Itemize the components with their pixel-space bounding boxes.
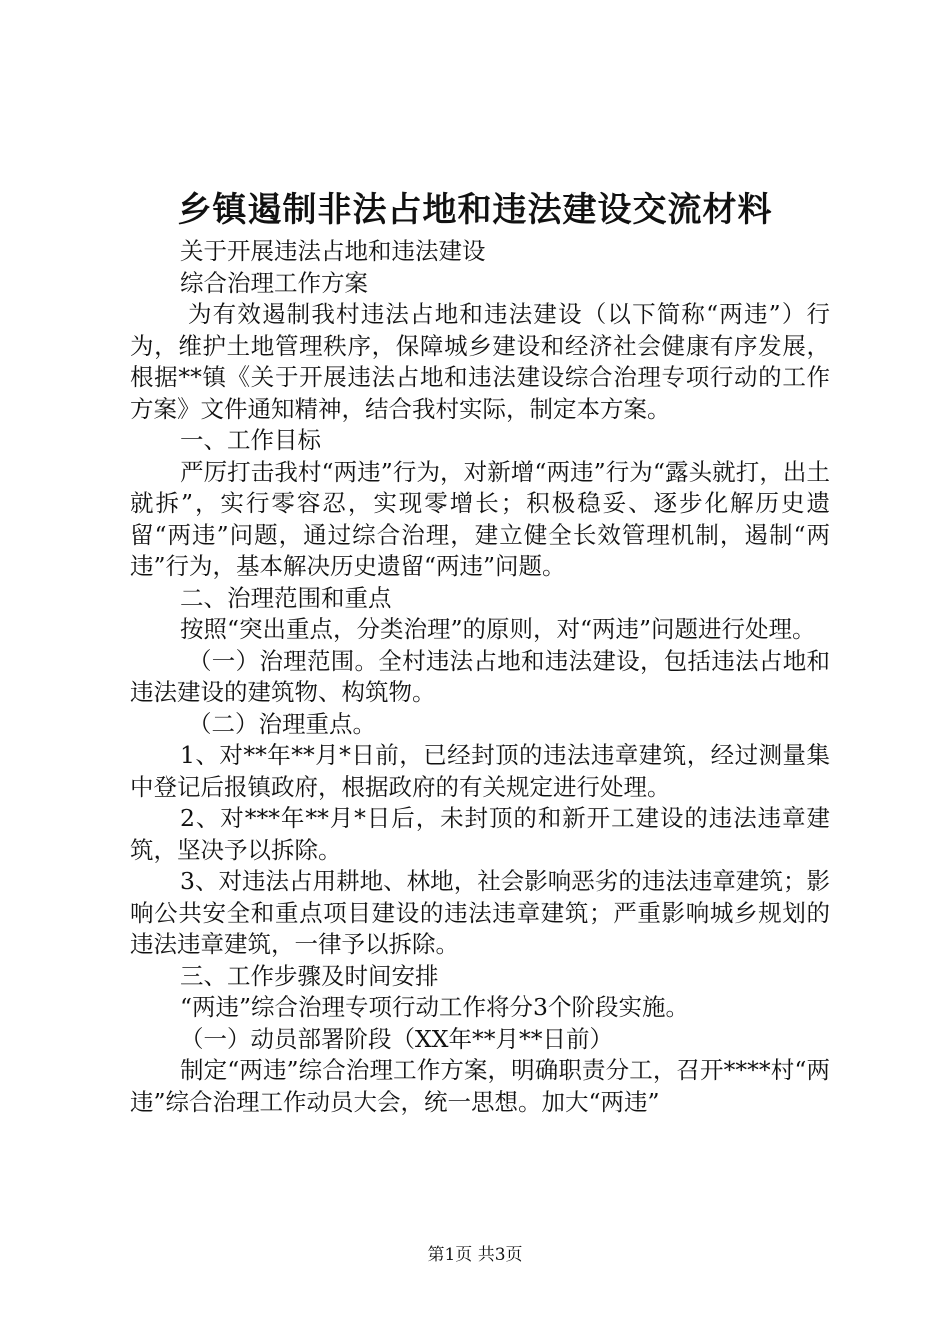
- paragraph-scope: （一）治理范围。全村违法占地和违法建设，包括违法占地和违法建设的建筑物、构筑物。: [130, 646, 830, 706]
- paragraph-stage-1: 制定“两违”综合治理工作方案，明确职责分工，召开****村“两违”综合治理工作动员大会，统一思想。加大“两违”: [130, 1056, 830, 1116]
- section-heading-2: 二、治理范围和重点: [180, 583, 392, 612]
- document-body: [130, 236, 830, 1118]
- page-number-footer: 第1页 共3页: [427, 1245, 523, 1265]
- intro-paragraph: 为有效遏制我村违法占地和违法建设（以下简称“两违”）行为，维护土地管理秩序，保障城乡建设和经济社会健康有序发展，根据**镇《关于开展违法占地和违法建设综合治理专项行动的工作方案》文件通知精神，结合我村实际，制定本方案。: [130, 300, 830, 423]
- plan-heading-line1: 关于开展违法占地和违法建设: [180, 237, 486, 265]
- section-heading-3: 三、工作步骤及时间安排: [180, 961, 439, 990]
- plan-heading-line2: 综合治理工作方案: [180, 268, 368, 297]
- paragraph-item-3: 3、对违法占用耕地、林地，社会影响恶劣的违法违章建筑；影响公共安全和重点项目建设的违法违章建筑；严重影响城乡规划的违法违章建筑，一律予以拆除。: [130, 867, 830, 958]
- paragraph-item-1: 1、对**年**月*日前，已经封顶的违法违章建筑，经过测量集中登记后报镇政府，根据政府的有关规定进行处理。: [130, 741, 830, 801]
- section-heading-1: 一、工作目标: [180, 426, 321, 454]
- subheading-focus: （二）治理重点。: [188, 709, 376, 738]
- paragraph-goals: 严厉打击我村“两违”行为，对新增“两违”行为“露头就打，出土就拆”，实行零容忍，实现零增长；积极稳妥、逐步化解历史遗留“两违”问题，通过综合治理，建立健全长效管理机制，遏制“两违”行为，基本解决历史遗留“两违”问题。: [130, 457, 830, 580]
- paragraph-stages: “两违”综合治理专项行动工作将分3个阶段实施。: [180, 993, 689, 1021]
- subheading-stage-1: （一）动员部署阶段（XX年**月**日前）: [180, 1024, 613, 1053]
- paragraph-item-2: 2、对***年**月*日后，未封顶的和新开工建设的违法违章建筑，坚决予以拆除。: [130, 804, 830, 864]
- document-title: 乡镇遏制非法占地和违法建设交流材料: [177, 190, 773, 230]
- paragraph-principle: 按照“突出重点，分类治理”的原则，对“两违”问题进行处理。: [180, 615, 816, 643]
